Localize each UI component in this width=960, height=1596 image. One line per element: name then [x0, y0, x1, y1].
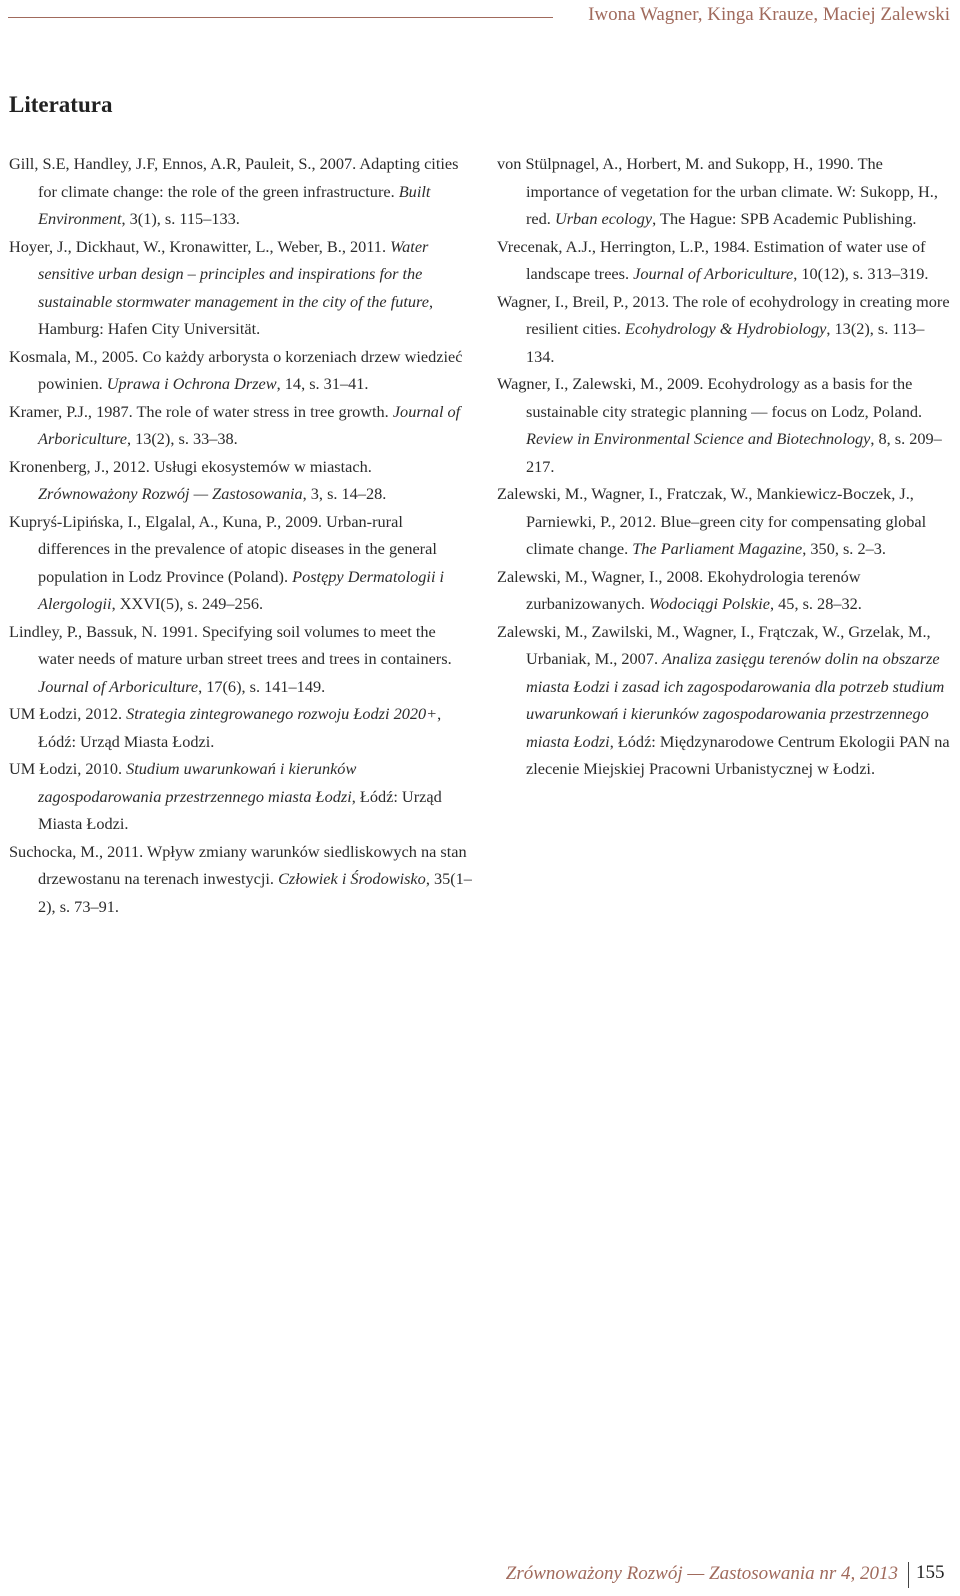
reference-entry	[497, 480, 952, 563]
reference-entry	[497, 150, 952, 233]
reference-text: , Łódź: Międzynarodowe Centrum Ekologii PAN na zlecenie Miejskiej Pracowni Urbanistycznej w Łodzi.	[526, 731, 950, 778]
reference-text: Gill, S.E, Handley, J.F, Ennos, A.R, Pauleit, S., 2007. Adapting cities for climate change: the role of the green infrastructure.	[9, 154, 459, 201]
reference-entry	[9, 508, 474, 618]
footer-journal-title: Zrównoważony Rozwój — Zastosowania nr 4, 2013	[505, 1563, 898, 1584]
reference-entry	[497, 370, 952, 480]
reference-text: , Hamburg: Hafen City Universität.	[38, 291, 434, 338]
reference-entry	[9, 398, 474, 453]
reference-title-italic: Postępy Dermatologii i Alergologii	[38, 566, 445, 613]
reference-title-italic: Zrównoważony Rozwój — Zastosowania	[38, 484, 303, 503]
reference-title-italic: Review in Environmental Science and Biotechnology	[526, 429, 871, 448]
reference-title-italic: The Parliament Magazine	[632, 539, 803, 558]
reference-text: Lindley, P., Bassuk, N. 1991. Specifying soil volumes to meet the water needs of mature urban street trees and trees in containers.	[9, 621, 452, 668]
reference-entry	[497, 288, 952, 371]
reference-text: , 8, s. 209–217.	[526, 429, 942, 476]
reference-text: , 350, s. 2–3.	[802, 539, 886, 558]
reference-title-italic: Journal of Arboriculture	[38, 401, 461, 448]
reference-text: , 45, s. 28–32.	[770, 594, 862, 613]
reference-title-italic: Ecohydrology & Hydrobiology	[625, 319, 827, 338]
reference-title-italic: Urban ecology	[554, 209, 653, 228]
header-rule	[8, 17, 553, 18]
reference-text: , 14, s. 31–41.	[276, 374, 369, 393]
reference-text: , 3(1), s. 115–133.	[121, 209, 240, 228]
page-number: 155	[916, 1562, 945, 1583]
reference-entry	[9, 233, 474, 343]
reference-text: Suchocka, M., 2011. Wpływ zmiany warunków siedliskowych na stan drzewostanu na terenach inwestycji.	[9, 841, 467, 888]
reference-text: , 35(1–2), s. 73–91.	[38, 869, 472, 916]
reference-title-italic: Wodociągi Polskie	[648, 594, 771, 613]
reference-entry	[9, 838, 474, 921]
reference-text: Zalewski, M., Wagner, I., 2008. Ekohydrologia terenów zurbanizowanych.	[497, 566, 861, 613]
reference-text: , Łódź: Urząd Miasta Łodzi.	[38, 704, 442, 751]
reference-text: Wagner, I., Zalewski, M., 2009. Ecohydrology as a basis for the sustainable city strategic planning — focus on Lodz, Poland.	[497, 374, 923, 421]
reference-title-italic: Człowiek i Środowisko	[278, 869, 426, 888]
reference-text: UM Łodzi, 2012.	[9, 704, 127, 723]
reference-text: Zalewski, M., Zawilski, M., Wagner, I., Frątczak, W., Grzelak, M., Urbaniak, M., 2007.	[497, 621, 931, 668]
reference-text: , The Hague: SPB Academic Publishing.	[652, 209, 917, 228]
reference-text: , 13(2), s. 113–134.	[526, 319, 925, 366]
reference-entry	[9, 618, 474, 701]
reference-entry	[9, 343, 474, 398]
reference-text: Vrecenak, A.J., Herrington, L.P., 1984. Estimation of water use of landscape trees.	[497, 236, 926, 283]
reference-entry	[497, 618, 952, 783]
reference-title-italic: Uprawa i Ochrona Drzew	[106, 374, 277, 393]
references-column-right	[497, 150, 952, 783]
reference-entry	[9, 755, 474, 838]
reference-text: Kupryś-Lipińska, I., Elgalal, A., Kuna, P., 2009. Urban-rural differences in the prevalence of atopic diseases in the general population in Lodz Province (Poland).	[9, 511, 437, 586]
reference-text: , 3, s. 14–28.	[302, 484, 387, 503]
reference-text: Hoyer, J., Dickhaut, W., Kronawitter, L., Weber, B., 2011.	[9, 236, 391, 256]
reference-title-italic: Strategia zintegrowanego rozwoju Łodzi 2020+	[126, 704, 438, 723]
reference-text: , Łódź: Urząd Miasta Łodzi.	[38, 786, 442, 833]
reference-entry	[497, 233, 952, 288]
references-column-left	[9, 150, 474, 920]
reference-text: Kramer, P.J., 1987. The role of water stress in tree growth.	[9, 401, 393, 421]
reference-text: , 10(12), s. 313–319.	[793, 264, 929, 283]
reference-text: von Stülpnagel, A., Horbert, M. and Sukopp, H., 1990. The importance of vegetation for the urban climate. W: Sukopp, H., red.	[497, 154, 938, 228]
reference-text: , 17(6), s. 141–149.	[198, 676, 326, 696]
reference-title-italic: Water sensitive urban design – principles and inspirations for the sustainable stormwater management in the city of the future	[38, 236, 430, 311]
running-header-authors: Iwona Wagner, Kinga Krauze, Maciej Zalewski	[588, 4, 950, 25]
reference-title-italic: Journal of Arboriculture	[633, 264, 794, 283]
reference-text: Wagner, I., Breil, P., 2013. The role of ecohydrology in creating more resilient cities.	[497, 291, 950, 338]
reference-text: UM Łodzi, 2010.	[9, 759, 127, 778]
reference-entry	[9, 700, 474, 755]
reference-title-italic: Built Environment	[38, 181, 431, 228]
reference-text: , 13(2), s. 33–38.	[126, 429, 238, 448]
reference-entry	[497, 563, 952, 618]
reference-text: Zalewski, M., Wagner, I., Fratczak, W., Mankiewicz-Boczek, J., Parniewki, P., 2012. Blue–green city for compensating global climate change.	[497, 484, 927, 558]
reference-text: Kronenberg, J., 2012. Usługi ekosystemów w miastach.	[9, 456, 372, 476]
reference-title-italic: Analiza zasięgu terenów dolin na obszarze miasta Łodzi i zasad ich zagospodarowania dla potrzeb studium uwarunkowań i kierunków zagospodarowania przestrzennego miasta Łodzi	[526, 649, 945, 751]
reference-entry	[9, 150, 474, 233]
reference-entry	[9, 453, 474, 508]
reference-text: Kosmala, M., 2005. Co każdy arborysta o korzeniach drzew wiedzieć powinien.	[9, 346, 463, 393]
reference-title-italic: Studium uwarunkowań i kierunków zagospodarowania przestrzennego miasta Łodzi	[38, 759, 357, 806]
reference-title-italic: Journal of Arboriculture	[38, 676, 199, 696]
reference-text: , XXVI(5), s. 249–256.	[111, 594, 264, 613]
footer-separator	[908, 1562, 909, 1588]
section-title: Literatura	[9, 92, 113, 117]
